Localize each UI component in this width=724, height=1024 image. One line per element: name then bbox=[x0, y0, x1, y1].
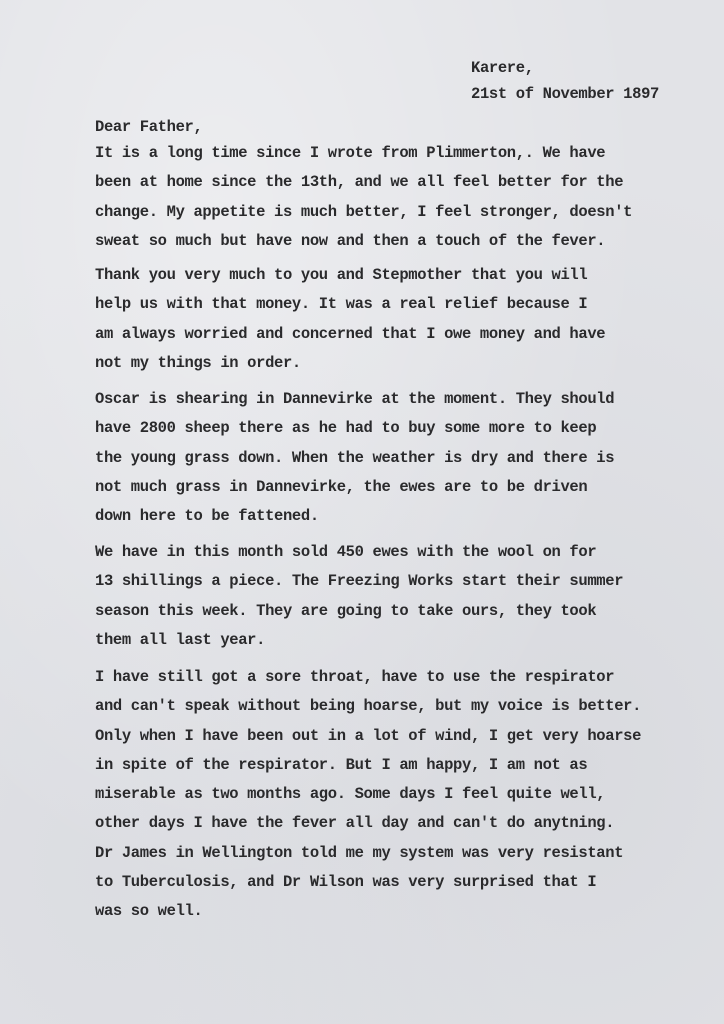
paragraph-line: them all last year. bbox=[95, 630, 266, 649]
paragraph-line: have 2800 sheep there as he had to buy some more to keep bbox=[95, 419, 597, 438]
paragraph-line: Oscar is shearing in Dannevirke at the moment. They should bbox=[95, 390, 615, 408]
paragraph-line: It is a long time since I wrote from Plimmerton,. We have bbox=[95, 144, 606, 162]
letter-salutation: Dear Father, bbox=[95, 118, 203, 136]
paragraph-line: am always worried and concerned that I owe money and have bbox=[95, 324, 606, 343]
letter-date: 21st of November 1897 bbox=[471, 85, 659, 103]
paragraph-line: not my things in order. bbox=[95, 353, 301, 372]
paragraph-line: I have still got a sore throat, have to use the respirator bbox=[95, 668, 615, 686]
paragraph-line: been at home since the 13th, and we all feel better for the bbox=[95, 173, 624, 192]
letter-place: Karere, bbox=[471, 59, 534, 77]
paragraph-1 bbox=[95, 139, 632, 256]
paragraph-line: We have in this month sold 450 ewes with the wool on for bbox=[95, 543, 597, 561]
paragraph-line: other days I have the fever all day and can't do anytning. bbox=[95, 814, 615, 833]
paragraph-3 bbox=[95, 385, 614, 531]
paragraph-line: down here to be fattened. bbox=[95, 507, 319, 526]
paragraph-line: was so well. bbox=[95, 902, 203, 921]
paragraph-2 bbox=[95, 261, 605, 378]
letter-header bbox=[471, 55, 659, 107]
paragraph-line: and can't speak without being hoarse, but my voice is better. bbox=[95, 697, 642, 716]
paragraph-line: season this week. They are going to take ours, they took bbox=[95, 601, 597, 620]
paragraph-line: in spite of the respirator. But I am happy, I am not as bbox=[95, 755, 588, 774]
paragraph-line: help us with that money. It was a real relief because I bbox=[95, 295, 588, 314]
paragraph-5 bbox=[95, 663, 641, 927]
paragraph-line: Dr James in Wellington told me my system was very resistant bbox=[95, 843, 624, 862]
paragraph-line: miserable as two months ago. Some days I feel quite well, bbox=[95, 785, 606, 804]
paragraph-4 bbox=[95, 538, 623, 655]
paragraph-line: to Tuberculosis, and Dr Wilson was very surprised that I bbox=[95, 873, 597, 892]
paragraph-line: not much grass in Dannevirke, the ewes are to be driven bbox=[95, 477, 588, 496]
paragraph-line: sweat so much but have now and then a touch of the fever. bbox=[95, 231, 606, 250]
paragraph-line: Thank you very much to you and Stepmother that you will bbox=[95, 266, 588, 284]
paragraph-line: the young grass down. When the weather is dry and there is bbox=[95, 448, 615, 467]
paragraph-line: Only when I have been out in a lot of wind, I get very hoarse bbox=[95, 726, 642, 745]
paragraph-line: change. My appetite is much better, I feel stronger, doesn't bbox=[95, 202, 633, 221]
paragraph-line: 13 shillings a piece. The Freezing Works start their summer bbox=[95, 572, 624, 591]
